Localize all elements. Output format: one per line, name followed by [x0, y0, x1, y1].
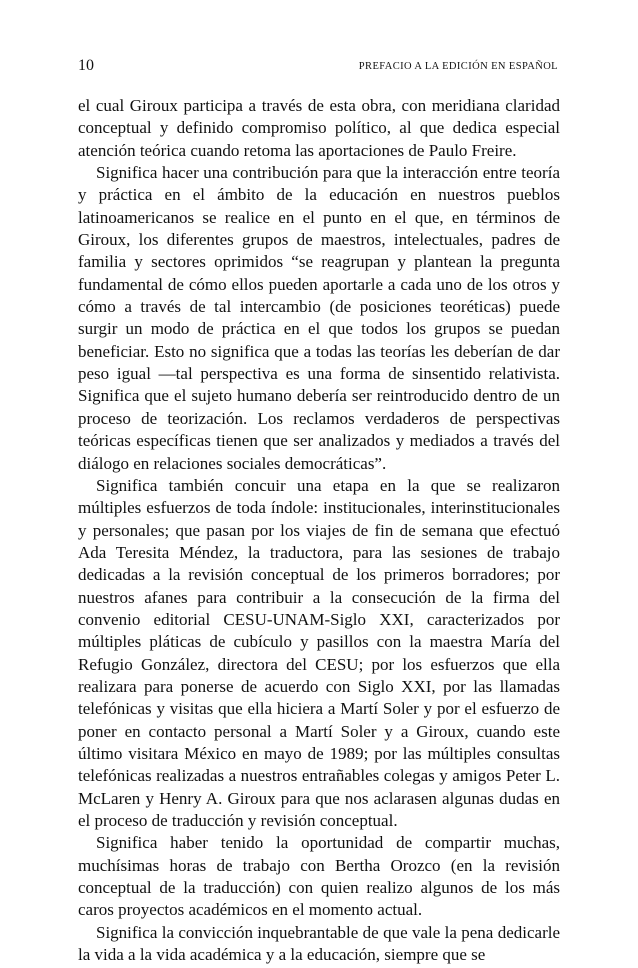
paragraph-continuation: el cual Giroux participa a través de esta obra, con meridiana claridad conceptual y definido compromiso político, al que dedica especial atención teórica cuando retoma las aportaciones de Paulo Freire. [78, 96, 560, 160]
running-head [78, 56, 558, 76]
body-text [78, 95, 560, 966]
paragraph-collaboration: Significa haber tenido la oportunidad de compartir muchas, muchísimas horas de trabajo con Bertha Orozco (en la revisión conceptual de la traducción) con quien realizo algunos de los más caros proyectos académicos en el momento actual. [78, 833, 560, 920]
paragraph-contribution: Significa hacer una contribución para que la interacción entre teoría y práctica en el ámbito de la educación en nuestros pueblos latinoamericanos se realice en el punto en el que, en términos de Giroux, los diferentes grupos de maestros, intelectuales, padres de familia y sectores oprimidos “se reagrupan y plantean la pregunta fundamental de cómo ellos pueden aportarle a cada uno de los otros y cómo a través de tal intercambio (de posiciones teoréticas) puede surgir un modo de práctica en el que todos los grupos se puedan beneficiar. Esto no significa que a todas las teorías les deberían de dar peso igual —tal perspectiva es una forma de sinsentido relativista. Significa que el sujeto humano debería ser reintroducido dentro de un proceso de teorización. Los reclamos verdaderos de perspectivas teóricas específicas tienen que ser analizados y mediados a través del diálogo en relaciones sociales democráticas”. [78, 163, 560, 473]
paragraph-conviction: Significa la convicción inquebrantable de que vale la pena dedicarle la vida a la vida académica y a la educación, siempre que se [78, 922, 560, 965]
running-title: PREFACIO A LA EDICIÓN EN ESPAÑOL [358, 61, 558, 72]
page-number: 10 [78, 57, 94, 74]
paragraph-efforts: Significa también concuir una etapa en la que se realizaron múltiples esfuerzos de toda índole: institucionales, interinstitucionales y personales; que pasan por los viajes de fin de semana que efectuó Ada Teresita Méndez, la traductora, para las sesiones de trabajo dedicadas a la revisión conceptual de los primeros borradores; por nuestros afanes para contribuir a la consecución de la firma del convenio editorial CESU-UNAM-Siglo XXI, caracterizados por múltiples pláticas de cubículo y pasillos con la maestra María del Refugio González, directora del CESU; por los esfuerzos que ella realizara para ponerse de acuerdo con Siglo XXI, por las llamadas telefónicas y visitas que ella hiciera a Martí Soler y por el esfuerzo de poner en contacto personal a Martí Soler y a Giroux, cuando este último visitara México en mayo de 1989; por las múltiples consultas telefónicas realizadas a nuestros entrañables colegas y amigos Peter L. McLaren y Henry A. Giroux para que nos aclarasen algunas dudas en el proceso de traducción y revisión conceptual. [78, 475, 560, 830]
